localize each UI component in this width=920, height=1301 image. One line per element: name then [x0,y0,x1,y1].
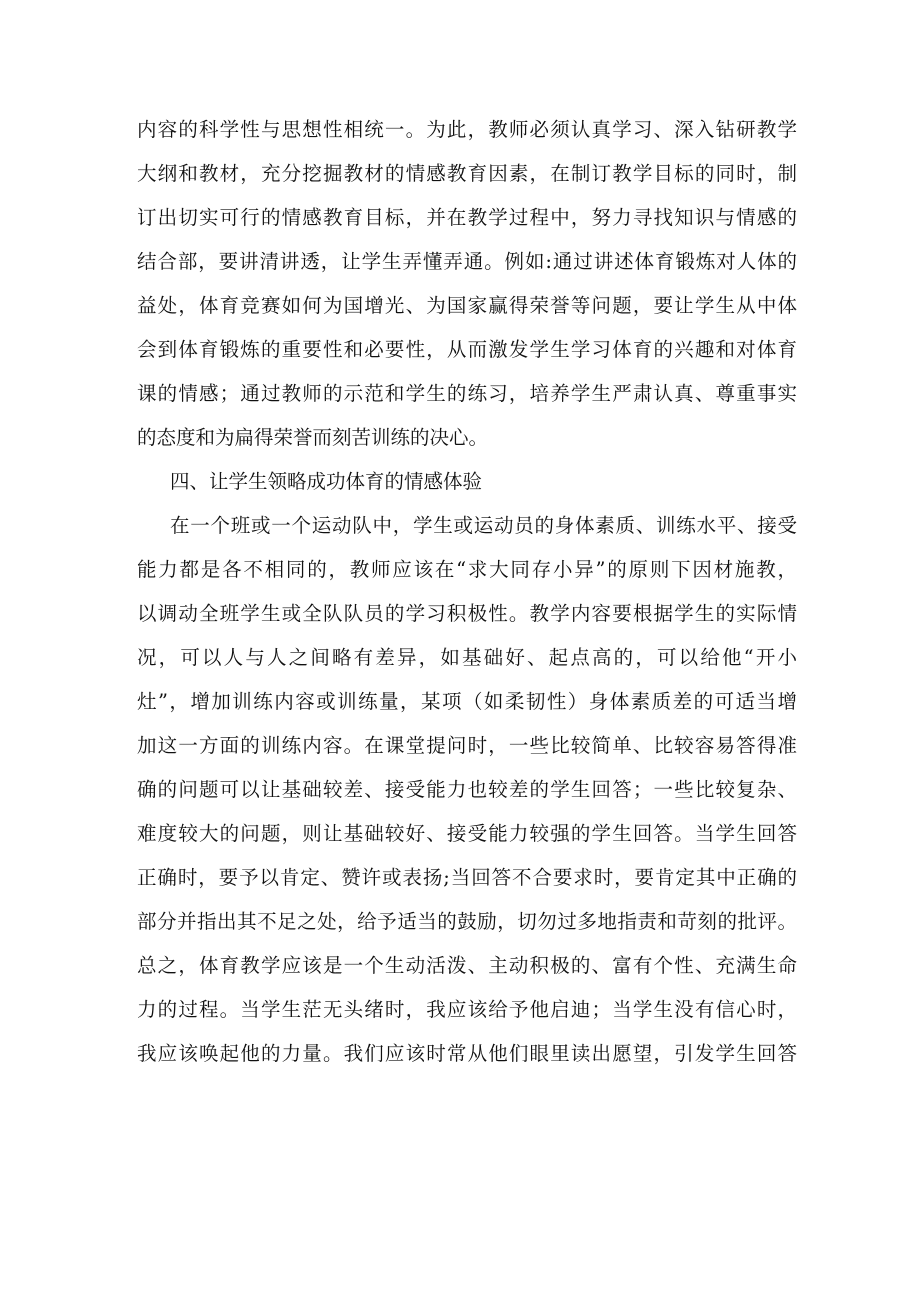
text-line: 况，可以人与人之间略有差异，如基础好、起点高的，可以给他“开小 [137,646,797,669]
paragraph-2 [137,504,797,1076]
text-line: 力的过程。当学生茫无头绪时，我应该给予他启迪；当学生没有信心时， [137,998,797,1021]
text-line: 灶”，增加训练内容或训练量，某项（如柔韧性）身体素质差的可适当增 [137,690,797,713]
document-body [137,108,797,1076]
text-line: 总之，体育教学应该是一个生动活泼、主动积极的、富有个性、充满生命 [137,954,797,977]
text-line: 大纲和教材，充分挖掘教材的情感教育因素，在制订教学目标的同时，制 [137,162,797,185]
text-line: 课的情感；通过教师的示范和学生的练习，培养学生严肃认真、尊重事实 [137,382,797,405]
text-line: 加这一方面的训练内容。在课堂提问时，一些比较简单、比较容易答得准 [137,734,797,757]
text-line: 确的问题可以让基础较差、接受能力也较差的学生回答；一些比较复杂、 [137,778,797,801]
section-heading: 四、让学生领略成功体育的情感体验 [170,470,483,493]
text-line: 会到体育锻炼的重要性和必要性，从而激发学生学习体育的兴趣和对体育 [137,338,797,361]
text-line: 正确时，要予以肯定、赞许或表扬;当回答不合要求时，要肯定其中正确的 [137,866,797,889]
text-line: 以调动全班学生或全队队员的学习积极性。教学内容要根据学生的实际情 [137,602,797,625]
text-line: 结合部，要讲清讲透，让学生弄懂弄通。例如:通过讲述体育锻炼对人体的 [137,250,797,273]
text-line: 难度较大的问题，则让基础较好、接受能力较强的学生回答。当学生回答 [137,822,797,845]
paragraph-1 [137,108,797,460]
text-line: 在一个班或一个运动队中，学生或运动员的身体素质、训练水平、接受 [170,514,797,537]
text-line: 的态度和为扁得荣誉而刻苦训练的决心。 [137,426,489,449]
text-line: 内容的科学性与思想性相统一。为此，教师必须认真学习、深入钻研教学 [137,118,797,141]
text-line: 益处，体育竞赛如何为国增光、为国家赢得荣誉等问题，要让学生从中体 [137,294,797,317]
text-line: 能力都是各不相同的，教师应该在“求大同存小异”的原则下因材施教， [137,558,797,581]
text-line: 部分并指出其不足之处，给予适当的鼓励，切勿过多地指责和苛刻的批评。 [137,910,797,933]
text-line: 订出切实可行的情感教育目标，并在教学过程中，努力寻找知识与情感的 [137,206,797,229]
text-line: 我应该唤起他的力量。我们应该时常从他们眼里读出愿望，引发学生回答 [137,1042,797,1065]
